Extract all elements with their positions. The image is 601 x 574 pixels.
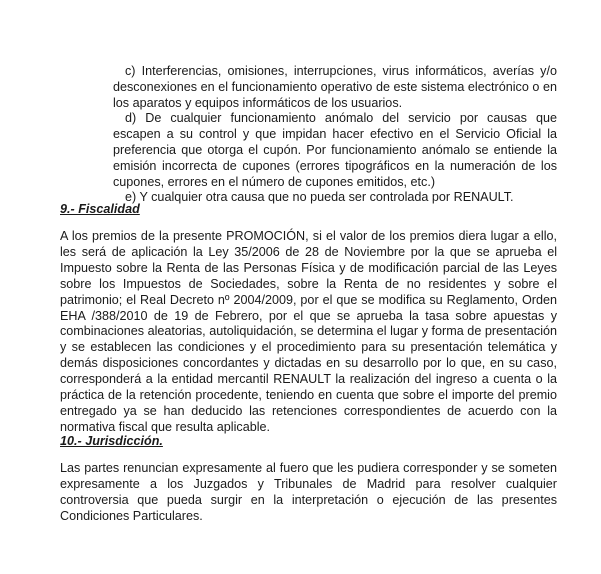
list-item-e: e) Y cualquier otra causa que no pueda ser controlada por RENAULT. (125, 190, 514, 205)
list-item-d: d) De cualquier funcionamiento anómalo del servicio por causas que escapen a su control y que impidan hacer efectivo en el Servicio Oficial la preferencia que otorga el cupón. Por funcionamiento anómalo se entiende la emisión incorrecta de cupones (errores tipográficos en la numeración de los cupones, errores en el número de cupones emitidos, etc.) (113, 111, 557, 189)
section-10-heading: 10.- Jurisdicción. (60, 434, 163, 448)
section-10-paragraph: Las partes renuncian expresamente al fuero que les pudiera corresponder y se someten expresamente a los Juzgados y Tribunales de Madrid para resolver cualquier controversia que pueda surgir en la interpretación o ejecución de las presentes Condiciones Particulares. (60, 461, 557, 523)
section-9-paragraph: A los premios de la presente PROMOCIÓN, si el valor de los premios diera lugar a ello, les será de aplicación la Ley 35/2006 de 28 de Noviembre por la que se aprueba el Impuesto sobre la Renta de las Personas Física y de modificación parcial de las Leyes sobre los Impuestos de Sociedades, sobre la Renta de no residentes y sobre el patrimonio; el Real Decreto nº 2004/2009, por el que se modifica su Reglamento, Orden EHA /388/2010 de 19 de Febrero, por el que se aprueba la tasa sobre apuestas y combinaciones aleatorias, autoliquidación, se determina el lugar y forma de presentación y se establecen las condiciones y el procedimiento para su presentación telemática y demás disposiciones concordantes y dictadas en su desarrollo por lo que, en su caso, corresponderá a la entidad mercantil RENAULT la realización del ingreso a cuenta o la práctica de la retención procedente, teniendo en cuenta que sobre el importe del premio entregado ya se han deducido las retenciones correspondientes de acuerdo con la normativa fiscal que resulta aplicable. (60, 229, 557, 434)
section-9-heading: 9.- Fiscalidad (60, 202, 140, 216)
exclusions-list (113, 64, 557, 206)
list-item-c: c) Interferencias, omisiones, interrupciones, virus informáticos, averías y/o desconexiones en el funcionamiento operativo de este sistema electrónico o en los aparatos y equipos informáticos de los usuarios. (113, 64, 557, 110)
